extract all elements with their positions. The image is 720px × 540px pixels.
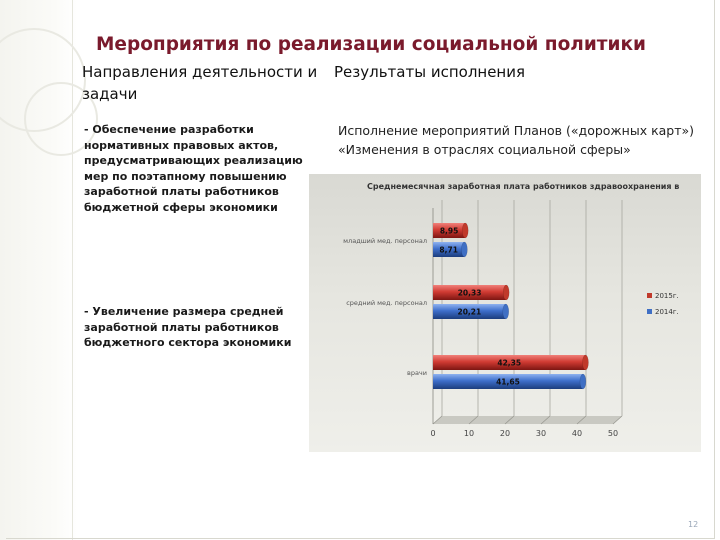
chart-floor [433,416,622,424]
bar-cap [503,304,509,319]
x-axis-ticks [430,429,618,438]
chart-title: Среднемесячная заработная плата работников здравоохранения в [367,182,680,191]
salary-chart-svg [309,174,701,452]
data-label: 8,71 [439,245,458,255]
data-label: 42,35 [497,358,522,368]
slide-title: Мероприятия по реализации социальной политики [96,34,646,55]
x-tick-label: 50 [607,429,619,438]
legend-label: 2014г. [655,308,679,316]
bar-cap [582,355,588,370]
column-header-results: Результаты исполнения [334,63,526,81]
direction-item-salary-increase: - Увеличение размера средней заработной платы работников бюджетного сектора экономики [84,305,292,349]
category-label: средний мед. персонал [346,299,427,307]
data-label: 41,65 [496,377,520,387]
category-labels [343,237,427,377]
legend-swatch [647,293,652,298]
data-label: 20,21 [457,307,482,317]
x-tick-label: 40 [571,429,583,438]
direction-item-legal-acts: - Обеспечение разработки нормативных правовых актов, предусматривающих реализацию мер по поэтапному повышению заработной платы работников бюджетной сферы экономики [84,123,303,214]
x-tick-label: 10 [463,429,475,438]
column-header-directions: Направления деятельности и задачи [82,63,318,103]
chart-bars [433,223,588,389]
page-number: 12 [688,520,699,529]
bar-cap [580,374,586,389]
x-tick-label: 0 [430,429,436,438]
chart-legend [647,292,679,316]
legend-swatch [647,309,652,314]
bar-cap [503,285,509,300]
data-label: 20,33 [457,288,482,298]
x-tick-label: 30 [535,429,547,438]
salary-chart [309,174,701,452]
category-label: врачи [406,369,427,377]
legend-label: 2015г. [655,292,679,300]
category-label: младший мед. персонал [343,237,427,245]
bar-cap [461,242,467,257]
x-tick-label: 20 [499,429,511,438]
bar-cap [462,223,468,238]
data-label: 8,95 [439,226,459,236]
result-text: Исполнение мероприятий Планов («дорожных карт») «Изменения в отраслях социальной сферы» [338,123,695,157]
